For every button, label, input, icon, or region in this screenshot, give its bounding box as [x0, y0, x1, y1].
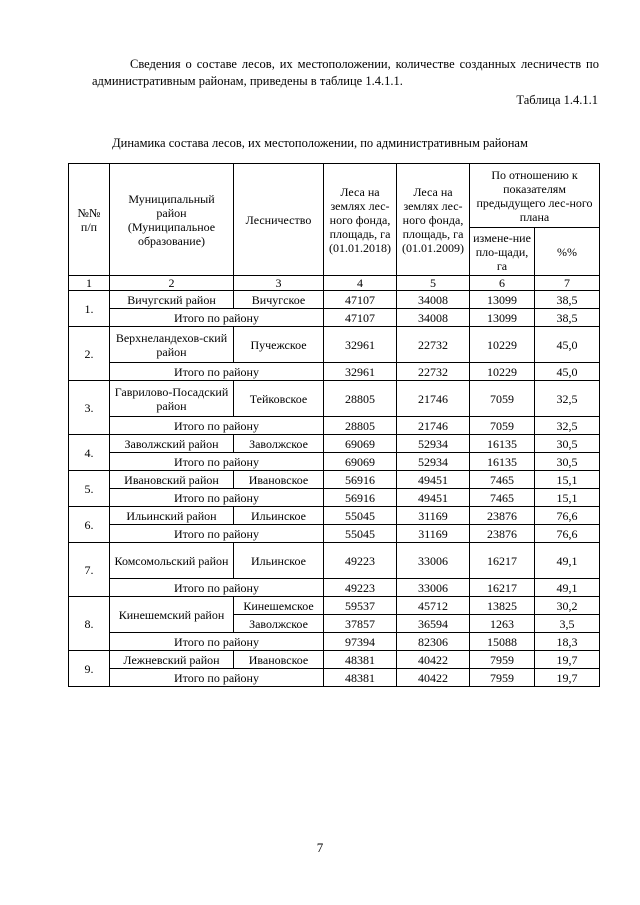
forest-table	[68, 163, 600, 687]
header-row	[69, 164, 600, 228]
col-number: 4	[324, 276, 397, 291]
total-change: 23876	[470, 525, 535, 543]
forestry-name: Кинешемское	[234, 597, 324, 615]
district-number: 1.	[69, 291, 110, 327]
forestry-name: Ивановское	[234, 471, 324, 489]
area-2009: 40422	[397, 651, 470, 669]
total-label: Итого по району	[110, 489, 324, 507]
total-percent: 38,5	[535, 309, 600, 327]
total-area-2018: 32961	[324, 363, 397, 381]
area-percent: 49,1	[535, 543, 600, 579]
header-relation: По отношению к показателям предыдущего лес-ного плана	[470, 164, 600, 228]
total-row	[69, 453, 600, 471]
total-percent: 30,5	[535, 453, 600, 471]
total-label: Итого по району	[110, 417, 324, 435]
district-name: Комсомольский район	[110, 543, 234, 579]
total-change: 16217	[470, 579, 535, 597]
total-label: Итого по району	[110, 669, 324, 687]
total-percent: 15,1	[535, 489, 600, 507]
forestry-name: Тейковское	[234, 381, 324, 417]
col-number: 3	[234, 276, 324, 291]
table-number: Таблица 1.4.1.1	[516, 93, 598, 107]
total-change: 7059	[470, 417, 535, 435]
district-name: Лежневский район	[110, 651, 234, 669]
area-change: 13825	[470, 597, 535, 615]
area-change: 10229	[470, 327, 535, 363]
area-change: 16217	[470, 543, 535, 579]
total-percent: 19,7	[535, 669, 600, 687]
total-change: 7465	[470, 489, 535, 507]
table-caption: Динамика состава лесов, их местоположении, по административным районам	[112, 136, 528, 150]
area-2018: 48381	[324, 651, 397, 669]
total-change: 16135	[470, 453, 535, 471]
area-percent: 30,5	[535, 435, 600, 453]
total-percent: 18,3	[535, 633, 600, 651]
area-percent: 45,0	[535, 327, 600, 363]
area-2009: 22732	[397, 327, 470, 363]
total-change: 13099	[470, 309, 535, 327]
table-body	[69, 164, 600, 687]
total-row	[69, 669, 600, 687]
total-area-2009: 33006	[397, 579, 470, 597]
district-name: Верхнеландехов-ский район	[110, 327, 234, 363]
district-number: 9.	[69, 651, 110, 687]
district-number: 4.	[69, 435, 110, 471]
area-2009: 31169	[397, 507, 470, 525]
header-percent: %%	[535, 228, 600, 276]
area-percent: 30,2	[535, 597, 600, 615]
area-change: 1263	[470, 615, 535, 633]
total-area-2009: 31169	[397, 525, 470, 543]
total-change: 15088	[470, 633, 535, 651]
table-row	[69, 507, 600, 525]
table-row	[69, 471, 600, 489]
table-row	[69, 381, 600, 417]
area-2009: 21746	[397, 381, 470, 417]
area-percent: 76,6	[535, 507, 600, 525]
forestry-name: Ильинское	[234, 507, 324, 525]
total-row	[69, 579, 600, 597]
intro-text: Сведения о составе лесов, их местоположении, количестве созданных лесничеств по административным районам, приведены в таблице 1.4.1.1.	[92, 57, 599, 88]
total-row	[69, 633, 600, 651]
total-change: 7959	[470, 669, 535, 687]
district-number: 2.	[69, 327, 110, 381]
district-number: 5.	[69, 471, 110, 507]
total-area-2018: 48381	[324, 669, 397, 687]
district-number: 8.	[69, 597, 110, 651]
area-2018: 37857	[324, 615, 397, 633]
district-number: 3.	[69, 381, 110, 435]
area-change: 7959	[470, 651, 535, 669]
total-area-2009: 82306	[397, 633, 470, 651]
col-number: 1	[69, 276, 110, 291]
header-municipal: Муниципальный район (Муниципальное образование)	[110, 164, 234, 276]
district-name: Ивановский район	[110, 471, 234, 489]
area-percent: 15,1	[535, 471, 600, 489]
forestry-name: Ильинское	[234, 543, 324, 579]
area-2009: 45712	[397, 597, 470, 615]
district-name: Ильинский район	[110, 507, 234, 525]
column-number-row	[69, 276, 600, 291]
table-row	[69, 327, 600, 363]
total-label: Итого по району	[110, 525, 324, 543]
area-2018: 55045	[324, 507, 397, 525]
area-2009: 52934	[397, 435, 470, 453]
total-label: Итого по району	[110, 633, 324, 651]
total-area-2009: 49451	[397, 489, 470, 507]
total-area-2009: 52934	[397, 453, 470, 471]
col-number: 7	[535, 276, 600, 291]
forestry-name: Заволжское	[234, 615, 324, 633]
header-forestry: Лесничество	[234, 164, 324, 276]
total-percent: 76,6	[535, 525, 600, 543]
total-label: Итого по району	[110, 363, 324, 381]
table-row	[69, 543, 600, 579]
col-number: 2	[110, 276, 234, 291]
area-2018: 56916	[324, 471, 397, 489]
col-number: 6	[470, 276, 535, 291]
district-number: 6.	[69, 507, 110, 543]
table-row	[69, 291, 600, 309]
total-area-2018: 28805	[324, 417, 397, 435]
total-row	[69, 417, 600, 435]
intro-paragraph	[92, 56, 599, 90]
total-row	[69, 363, 600, 381]
area-2018: 49223	[324, 543, 397, 579]
header-change: измене-ние пло-щади, га	[470, 228, 535, 276]
area-percent: 19,7	[535, 651, 600, 669]
table-row	[69, 651, 600, 669]
total-area-2018: 69069	[324, 453, 397, 471]
total-row	[69, 525, 600, 543]
total-percent: 45,0	[535, 363, 600, 381]
total-percent: 32,5	[535, 417, 600, 435]
total-label: Итого по району	[110, 453, 324, 471]
area-2018: 59537	[324, 597, 397, 615]
area-2018: 69069	[324, 435, 397, 453]
district-number: 7.	[69, 543, 110, 597]
header-area-2009: Леса на землях лес-ного фонда, площадь, га (01.01.2009)	[397, 164, 470, 276]
area-2009: 49451	[397, 471, 470, 489]
forestry-name: Заволжское	[234, 435, 324, 453]
total-area-2018: 97394	[324, 633, 397, 651]
total-row	[69, 489, 600, 507]
total-area-2009: 22732	[397, 363, 470, 381]
total-area-2009: 21746	[397, 417, 470, 435]
area-change: 7059	[470, 381, 535, 417]
total-row	[69, 309, 600, 327]
total-area-2018: 56916	[324, 489, 397, 507]
area-percent: 3,5	[535, 615, 600, 633]
area-percent: 38,5	[535, 291, 600, 309]
district-name: Кинешемский район	[110, 597, 234, 633]
area-percent: 32,5	[535, 381, 600, 417]
table-row	[69, 597, 600, 615]
page-number: 7	[316, 840, 324, 855]
forestry-name: Ивановское	[234, 651, 324, 669]
area-2009: 34008	[397, 291, 470, 309]
area-2009: 36594	[397, 615, 470, 633]
col-number: 5	[397, 276, 470, 291]
area-2018: 32961	[324, 327, 397, 363]
area-change: 13099	[470, 291, 535, 309]
total-label: Итого по району	[110, 309, 324, 327]
forestry-name: Пучежское	[234, 327, 324, 363]
area-2009: 33006	[397, 543, 470, 579]
district-name: Вичугский район	[110, 291, 234, 309]
area-2018: 47107	[324, 291, 397, 309]
total-change: 10229	[470, 363, 535, 381]
total-area-2018: 55045	[324, 525, 397, 543]
forestry-name: Вичугское	[234, 291, 324, 309]
total-label: Итого по району	[110, 579, 324, 597]
total-area-2018: 47107	[324, 309, 397, 327]
table-row	[69, 435, 600, 453]
area-change: 16135	[470, 435, 535, 453]
area-change: 23876	[470, 507, 535, 525]
header-num: №№ п/п	[69, 164, 110, 276]
district-name: Заволжский район	[110, 435, 234, 453]
total-area-2018: 49223	[324, 579, 397, 597]
total-area-2009: 40422	[397, 669, 470, 687]
header-area-2018: Леса на землях лес-ного фонда, площадь, га (01.01.2018)	[324, 164, 397, 276]
area-2018: 28805	[324, 381, 397, 417]
area-change: 7465	[470, 471, 535, 489]
district-name: Гаврилово-Посадский район	[110, 381, 234, 417]
total-area-2009: 34008	[397, 309, 470, 327]
total-percent: 49,1	[535, 579, 600, 597]
